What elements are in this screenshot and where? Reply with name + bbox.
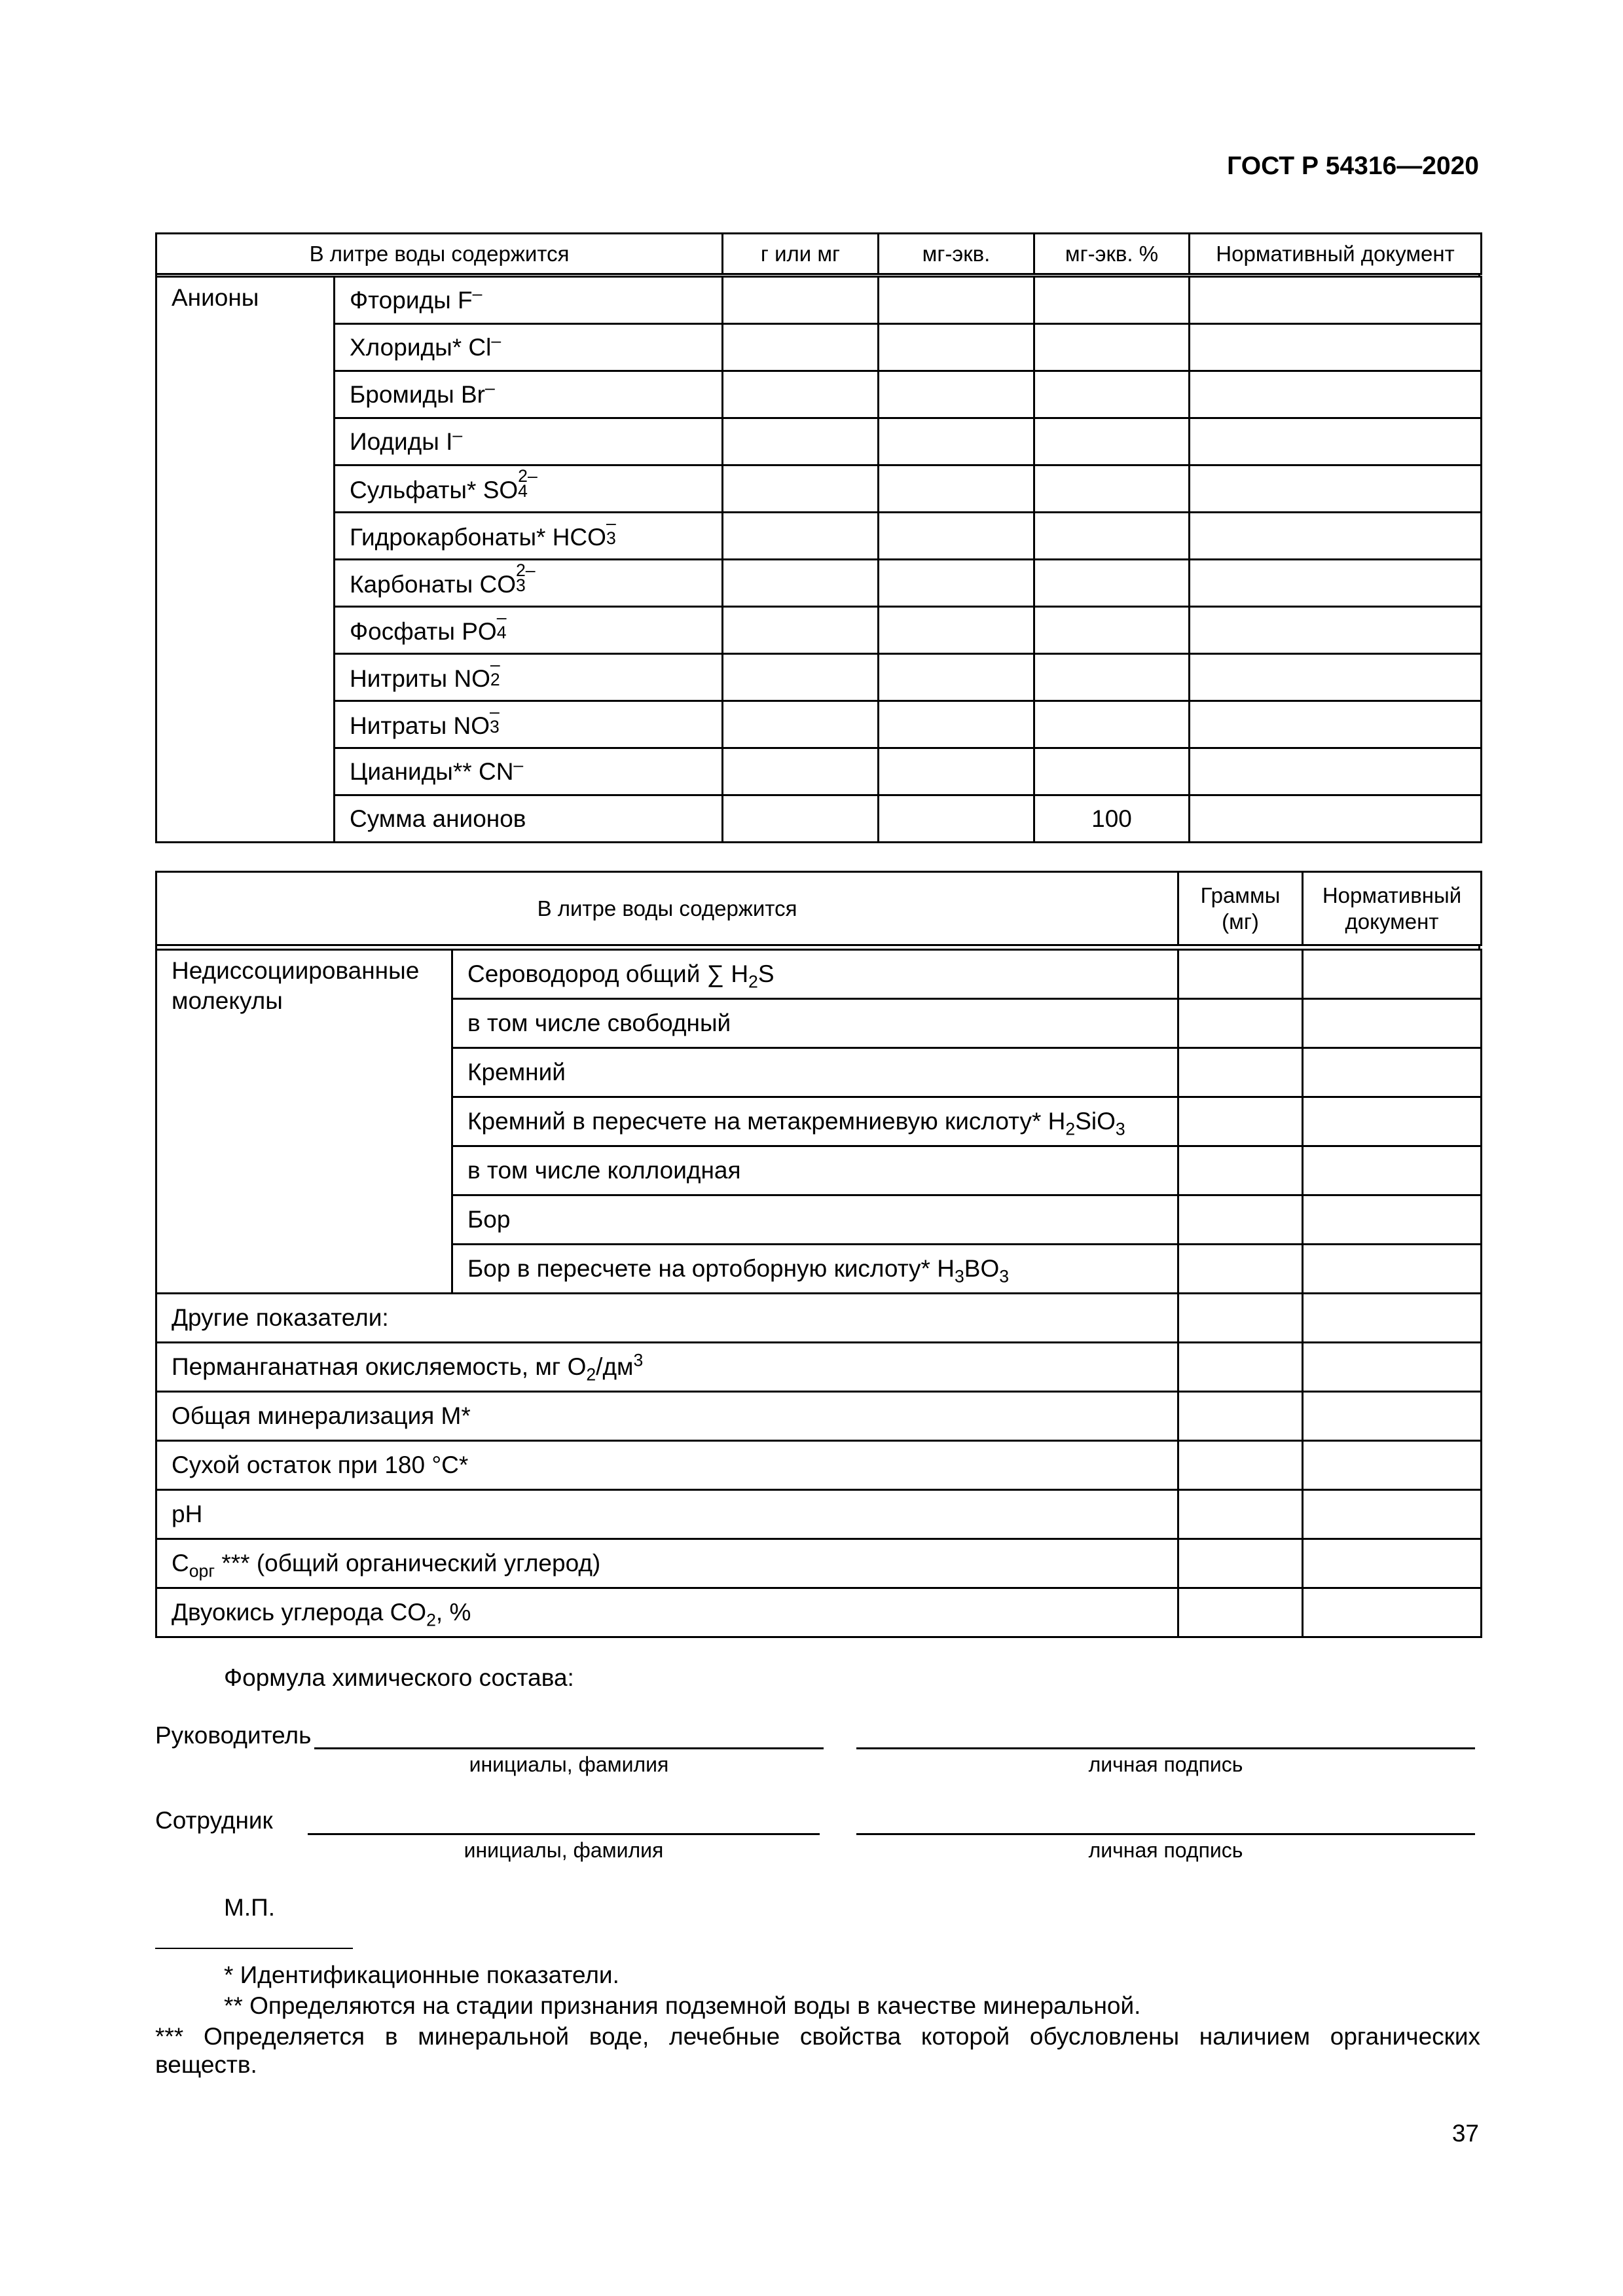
value-cell[interactable] (723, 701, 879, 748)
value-cell[interactable] (879, 748, 1034, 795)
value-cell[interactable] (1034, 654, 1190, 701)
anion-cell: Карбонаты CO 2– 3 (335, 560, 723, 607)
anion-cell: Нитриты NO – 2 (335, 654, 723, 701)
value-cell[interactable] (1303, 1048, 1482, 1097)
value-cell[interactable] (1190, 371, 1482, 418)
column-header: Граммы (мг) (1178, 872, 1303, 945)
value-cell[interactable] (1034, 371, 1190, 418)
table-row (156, 607, 1482, 654)
indicator-cell: Перманганатная окисляемость, мг $O_2/дм^3$ (156, 1343, 1178, 1392)
value-cell[interactable] (1178, 1195, 1303, 1245)
table-row (156, 324, 1482, 371)
value-cell[interactable] (1303, 1588, 1482, 1637)
indicator-cell: Другие показатели: (156, 1294, 1178, 1343)
value-cell[interactable] (1190, 748, 1482, 795)
column-header: В литре воды содержится (156, 234, 723, 274)
sum-row (156, 795, 1482, 843)
table-row (156, 748, 1482, 795)
value-cell[interactable] (1178, 1097, 1303, 1146)
anion-cell: Сульфаты* SO 2– 4 (335, 465, 723, 513)
value-cell[interactable] (1303, 1490, 1482, 1539)
manager-name-caption: инициалы, фамилия (469, 1753, 669, 1776)
value-cell[interactable] (879, 795, 1034, 843)
employee-name-line[interactable] (308, 1833, 820, 1835)
footnote-2: ** Определяются на стадии признания подземной воды в качестве минеральной. (224, 1992, 1141, 2019)
anion-cell: Нитраты NO – 3 (335, 701, 723, 748)
value-cell[interactable] (1190, 324, 1482, 371)
value-cell[interactable] (723, 795, 879, 843)
value-cell[interactable] (1034, 513, 1190, 560)
value-cell[interactable] (1190, 560, 1482, 607)
value-cell[interactable] (1303, 1392, 1482, 1441)
value-cell[interactable] (879, 607, 1034, 654)
employee-signature-caption: личная подпись (1088, 1838, 1243, 1862)
value-cell[interactable] (1034, 607, 1190, 654)
value-cell[interactable] (1303, 1294, 1482, 1343)
value-cell[interactable] (879, 371, 1034, 418)
value-cell[interactable] (1178, 1539, 1303, 1588)
footnote-3-line2: веществ. (155, 2051, 257, 2078)
value-cell[interactable] (1034, 560, 1190, 607)
value-cell[interactable] (879, 560, 1034, 607)
column-header: мг-экв. % (1034, 234, 1190, 274)
table-row (156, 465, 1482, 513)
value-cell[interactable] (1190, 465, 1482, 513)
indicator-cell: pH (156, 1490, 1178, 1539)
table-header-row (156, 872, 1482, 945)
column-header: мг-экв. (879, 234, 1034, 274)
table-row (156, 371, 1482, 418)
table-row (156, 1588, 1482, 1637)
value-cell[interactable] (723, 371, 879, 418)
anion-cell: Фосфаты PO – 4 (335, 607, 723, 654)
value-cell[interactable] (1303, 950, 1482, 999)
value-cell[interactable] (1034, 418, 1190, 465)
manager-label: Руководитель (155, 1722, 312, 1749)
value-cell[interactable] (723, 277, 879, 324)
molecules-table-header (155, 871, 1482, 946)
employee-label: Сотрудник (155, 1807, 273, 1834)
anions-table-body (155, 276, 1482, 843)
anion-cell: Фториды F– (335, 277, 723, 324)
table-row (156, 701, 1482, 748)
table-row (156, 1294, 1482, 1343)
value-cell[interactable] (1034, 465, 1190, 513)
value-cell[interactable] (723, 324, 879, 371)
value-cell[interactable] (1178, 1048, 1303, 1097)
footnote-3-line1: *** Определяется в минеральной воде, лечебные свойства которой обусловлены наличием органических (155, 2023, 1480, 2050)
value-cell[interactable] (1303, 1245, 1482, 1294)
table-divider (155, 944, 1480, 949)
value-cell[interactable] (1178, 1588, 1303, 1637)
table-row (156, 1441, 1482, 1490)
anion-cell: Иодиды I– (335, 418, 723, 465)
anion-cell: Цианиды** CN– (335, 748, 723, 795)
molecule-cell: Сероводород общий ∑ $H_2S$ (452, 950, 1178, 999)
table-row (156, 654, 1482, 701)
value-cell[interactable] (1190, 418, 1482, 465)
seal-label: М.П. (224, 1894, 275, 1921)
table-row (156, 560, 1482, 607)
indicator-cell: Общая минерализация M* (156, 1392, 1178, 1441)
value-cell[interactable] (879, 701, 1034, 748)
value-cell[interactable] (723, 465, 879, 513)
molecule-cell: в том числе свободный (452, 999, 1178, 1048)
value-cell[interactable] (1178, 1490, 1303, 1539)
value-cell[interactable] (1303, 1097, 1482, 1146)
anion-cell: Хлориды* Cl– (335, 324, 723, 371)
group-label-anions: Анионы (156, 277, 335, 843)
anion-cell: Гидрокарбонаты* HCO – 3 (335, 513, 723, 560)
anion-cell: Бромиды Br– (335, 371, 723, 418)
value-cell[interactable] (723, 513, 879, 560)
sum-label: Сумма анионов (335, 795, 723, 843)
table-row (156, 1343, 1482, 1392)
value-cell[interactable] (1178, 1441, 1303, 1490)
indicator-cell: Сухой остаток при 180 °C* (156, 1441, 1178, 1490)
table-row (156, 418, 1482, 465)
value-cell[interactable] (1303, 999, 1482, 1048)
table-row (156, 1392, 1482, 1441)
indicator-cell: Двуокись углерода $CO_2$, % (156, 1588, 1178, 1637)
document-id: ГОСТ Р 54316—2020 (1227, 152, 1479, 180)
value-cell[interactable] (1190, 513, 1482, 560)
value-cell[interactable] (1303, 1343, 1482, 1392)
value-cell[interactable] (1190, 654, 1482, 701)
value-cell[interactable] (1303, 1539, 1482, 1588)
footnote-separator (155, 1948, 353, 1949)
value-cell[interactable] (1178, 1294, 1303, 1343)
molecule-cell: Бор (452, 1195, 1178, 1245)
column-header: Нормативный документ (1190, 234, 1482, 274)
value-cell[interactable] (723, 607, 879, 654)
table-row (156, 1490, 1482, 1539)
value-cell[interactable] (1190, 795, 1482, 843)
value-cell[interactable] (723, 560, 879, 607)
value-cell[interactable] (879, 324, 1034, 371)
molecule-cell: Бор в пересчете на ортоборную кислоту* $H_3BO_3$ (452, 1245, 1178, 1294)
column-header: г или мг (723, 234, 879, 274)
manager-signature-caption: личная подпись (1088, 1753, 1243, 1776)
value-cell[interactable] (1034, 277, 1190, 324)
value-cell[interactable] (879, 465, 1034, 513)
table-row (156, 277, 1482, 324)
value-cell[interactable] (1190, 607, 1482, 654)
molecule-cell: Кремний (452, 1048, 1178, 1097)
value-cell[interactable] (1178, 1392, 1303, 1441)
column-header: В литре воды содержится (156, 872, 1178, 945)
value-cell[interactable] (1178, 1343, 1303, 1392)
group-label-molecules: Недиссоциированные молекулы (156, 950, 452, 1294)
table-row (156, 1539, 1482, 1588)
page-number: 37 (1451, 2120, 1479, 2147)
molecule-cell: Кремний в пересчете на метакремниевую кислоту* $H_2SiO_3$ (452, 1097, 1178, 1146)
employee-signature-line[interactable] (856, 1833, 1475, 1835)
molecules-table-body (155, 949, 1482, 1638)
value-cell[interactable] (1190, 701, 1482, 748)
manager-signature-line[interactable] (856, 1747, 1475, 1749)
value-cell[interactable] (723, 418, 879, 465)
indicator-cell: $C_{орг}$ *** (общий органический углерод) (156, 1539, 1178, 1588)
value-cell[interactable] (1303, 1441, 1482, 1490)
value-cell[interactable] (1034, 701, 1190, 748)
manager-name-line[interactable] (314, 1747, 824, 1749)
value-cell[interactable] (1178, 1146, 1303, 1195)
value-cell[interactable] (723, 748, 879, 795)
value-cell[interactable] (723, 654, 879, 701)
value-cell[interactable] (879, 418, 1034, 465)
table-header-row (156, 234, 1482, 274)
anions-table (155, 232, 1482, 275)
value-cell[interactable] (1178, 1245, 1303, 1294)
value-cell[interactable] (1034, 324, 1190, 371)
employee-name-caption: инициалы, фамилия (464, 1838, 664, 1862)
table-row (156, 950, 1482, 999)
molecule-cell: в том числе коллоидная (452, 1146, 1178, 1195)
value-cell[interactable] (1303, 1195, 1482, 1245)
footnote-1: * Идентификационные показатели. (224, 1961, 619, 1988)
value-cell[interactable] (879, 513, 1034, 560)
table-row (156, 513, 1482, 560)
value-cell[interactable] (1178, 999, 1303, 1048)
value-cell[interactable] (1034, 748, 1190, 795)
value-cell[interactable] (879, 277, 1034, 324)
value-cell[interactable] (879, 654, 1034, 701)
formula-label: Формула химического состава: (224, 1664, 574, 1691)
column-header: Нормативный документ (1303, 872, 1482, 945)
value-cell[interactable] (1190, 277, 1482, 324)
value-cell[interactable] (1303, 1146, 1482, 1195)
value-cell[interactable] (1178, 950, 1303, 999)
sum-percent-value: 100 (1034, 795, 1190, 843)
